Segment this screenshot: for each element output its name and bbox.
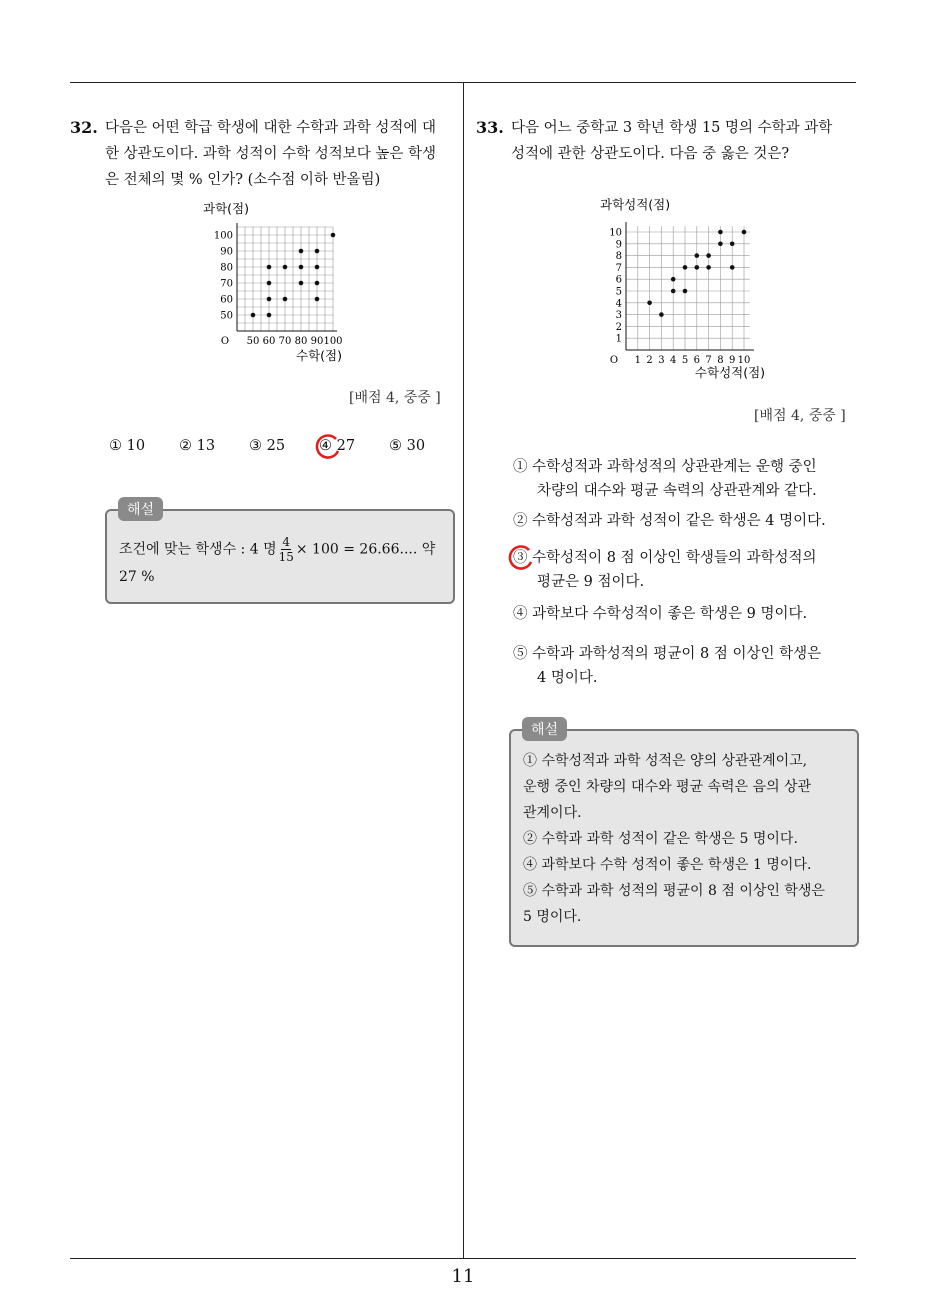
- y-axis-label: 과학(점): [203, 201, 249, 216]
- y-tick-label: 3: [615, 310, 622, 322]
- q33-solution-body: [523, 748, 853, 930]
- x-tick-label: 3: [658, 355, 665, 366]
- q32-option-4[interactable]: ④ 27: [319, 438, 356, 454]
- q33-choice-1[interactable]: [513, 455, 853, 503]
- scatter-point: [315, 265, 320, 270]
- x-tick-label: 90: [310, 336, 324, 347]
- x-tick-label: 6: [693, 355, 700, 366]
- scatter-point: [267, 297, 272, 302]
- scatter-point: [283, 265, 288, 270]
- fraction-numerator: 4: [282, 535, 291, 549]
- x-tick-label: 9: [729, 355, 736, 366]
- scatter-point: [659, 312, 664, 317]
- y-tick-label: 10: [609, 227, 622, 239]
- y-tick-label: 7: [615, 262, 622, 274]
- q32-text-line: 은 전체의 몇 % 인가? (소수점 이하 반올림): [105, 172, 381, 188]
- y-tick-label: 70: [220, 278, 233, 290]
- q33-meta: [배점 4, 중중 ]: [754, 408, 846, 424]
- scatter-point: [315, 281, 320, 286]
- scatter-point: [706, 265, 711, 270]
- scatter-point: [683, 265, 688, 270]
- origin-label: O: [220, 336, 230, 347]
- x-tick-label: 4: [670, 355, 677, 366]
- x-axis-label: 수학성적(점): [694, 365, 766, 380]
- q33-solution-tag: 해설: [522, 717, 567, 741]
- x-tick-label: 1: [634, 355, 641, 366]
- origin-label: O: [609, 355, 619, 366]
- scatter-point: [647, 301, 652, 306]
- q33-choice-5[interactable]: [513, 642, 853, 690]
- scatter-point: [742, 230, 747, 235]
- scatter-point: [267, 281, 272, 286]
- q33-answer-mark-icon: [507, 544, 535, 572]
- q32-option-1[interactable]: ① 10: [109, 438, 146, 454]
- q32-answer-mark-icon: [314, 433, 342, 461]
- y-tick-label: 4: [615, 298, 622, 310]
- x-tick-label: 60: [262, 336, 276, 347]
- q33-solution-line: ⑤ 수학과 과학 성적의 평균이 8 점 이상인 학생은: [523, 883, 825, 899]
- q32-solution-box: [105, 509, 455, 604]
- choice-line: ⑤ 수학과 과학성적의 평균이 8 점 이상인 학생은: [513, 646, 822, 662]
- y-tick-label: 5: [615, 286, 622, 298]
- q33-solution-line: 운행 중인 차량의 대수와 평균 속력은 음의 상관: [523, 779, 812, 795]
- choice-line: ① 수학성적과 과학성적의 상관관계는 운행 중인: [513, 459, 817, 475]
- choice-line: ③ 수학성적이 8 점 이상인 학생들의 과학성적의: [513, 550, 817, 566]
- scatter-point: [299, 265, 304, 270]
- y-tick-label: 6: [615, 274, 622, 286]
- x-tick-label: 70: [278, 336, 292, 347]
- bottom-rule: [70, 1258, 856, 1259]
- scatter-point: [706, 253, 711, 258]
- q32-text: [105, 115, 455, 193]
- y-tick-label: 80: [220, 262, 233, 274]
- scatter-point: [730, 265, 735, 270]
- y-tick-label: 100: [213, 230, 233, 242]
- q33-solution-line: ① 수학성적과 과학 성적은 양의 상관관계이고,: [523, 753, 808, 769]
- fraction-denominator: 15: [278, 550, 294, 564]
- q33-number: 33.: [476, 118, 504, 137]
- x-tick-label: 50: [246, 336, 260, 347]
- q32-scatter-chart: [185, 198, 385, 368]
- q33-text-line: 성적에 관한 상관도이다. 다음 중 옳은 것은?: [511, 146, 790, 162]
- y-tick-label: 50: [220, 310, 233, 322]
- scatter-point: [315, 297, 320, 302]
- choice-line: 4 명이다.: [537, 670, 598, 686]
- q33-solution-line: ④ 과학보다 수학 성적이 좋은 학생은 1 명이다.: [523, 857, 812, 873]
- q32-meta: [배점 4, 중중 ]: [349, 390, 441, 406]
- scatter-point: [718, 230, 723, 235]
- y-tick-label: 90: [220, 246, 233, 258]
- q32-solution-suffix: × 100 = 26.66.... 약: [295, 541, 436, 558]
- scatter-point: [695, 253, 700, 258]
- y-tick-label: 9: [615, 239, 622, 251]
- q32-option-2[interactable]: ② 13: [179, 438, 216, 454]
- x-tick-label: 80: [294, 336, 308, 347]
- q32-solution-tag: 해설: [118, 497, 163, 521]
- scatter-point: [695, 265, 700, 270]
- scatter-point: [683, 289, 688, 294]
- scatter-point: [331, 233, 336, 238]
- scatter-point: [718, 242, 723, 247]
- q33-solution-line: 관계이다.: [523, 805, 582, 821]
- q33-text: [511, 115, 861, 167]
- column-divider: [463, 82, 464, 1258]
- q33-solution-box: [509, 729, 859, 947]
- x-tick-label: 5: [681, 355, 689, 366]
- q32-options: [109, 438, 459, 454]
- scatter-point: [267, 313, 272, 318]
- choice-line: ④ 과학보다 수학성적이 좋은 학생은 9 명이다.: [513, 606, 808, 622]
- q33-choice-3[interactable]: [513, 546, 853, 594]
- q33-choice-4[interactable]: [513, 602, 853, 626]
- q32-solution-line2: 27 %: [119, 569, 155, 585]
- x-tick-label: 100: [323, 336, 343, 347]
- q33-text-line: 다음 어느 중학교 3 학년 학생 15 명의 수학과 과학: [511, 120, 833, 136]
- scatter-point: [315, 249, 320, 254]
- scatter-point: [267, 265, 272, 270]
- x-tick-label: 10: [737, 355, 751, 366]
- x-tick-label: 8: [717, 355, 724, 366]
- q33-solution-line: ② 수학과 과학 성적이 같은 학생은 5 명이다.: [523, 831, 798, 847]
- q32-text-line: 다음은 어떤 학급 학생에 대한 수학과 과학 성적에 대: [105, 120, 437, 136]
- choice-line: 평균은 9 점이다.: [537, 574, 645, 590]
- choice-line: ② 수학성적과 과학 성적이 같은 학생은 4 명이다.: [513, 513, 826, 529]
- y-tick-label: 1: [615, 333, 622, 345]
- q32-number: 32.: [70, 118, 98, 137]
- q32-solution-body: [119, 535, 449, 590]
- q32-option-3[interactable]: ③ 25: [249, 438, 286, 454]
- x-tick-label: 2: [646, 355, 653, 366]
- q32-text-line: 한 상관도이다. 과학 성적이 수학 성적보다 높은 학생: [105, 146, 437, 162]
- choice-line: 차량의 대수와 평균 속력의 상관관계와 같다.: [537, 483, 817, 499]
- q33-solution-line: 5 명이다.: [523, 909, 582, 925]
- q32-solution-fraction: [279, 535, 294, 564]
- y-tick-label: 60: [220, 294, 233, 306]
- y-tick-label: 8: [615, 251, 622, 263]
- scatter-point: [299, 249, 304, 254]
- scatter-point: [730, 242, 735, 247]
- x-tick-label: 7: [705, 355, 712, 366]
- x-axis-label: 수학(점): [296, 348, 342, 363]
- q32-solution-prefix: 조건에 맞는 학생수 : 4 명: [119, 541, 277, 558]
- q33-choice-2[interactable]: [513, 509, 853, 533]
- page-number: 11: [451, 1266, 475, 1287]
- q33-scatter-chart: [598, 193, 788, 383]
- y-axis-label: 과학성적(점): [600, 197, 671, 212]
- scatter-point: [299, 281, 304, 286]
- scatter-point: [671, 289, 676, 294]
- q32-solution-line: [119, 535, 449, 564]
- scatter-point: [671, 277, 676, 282]
- y-tick-label: 2: [615, 321, 622, 333]
- scatter-point: [251, 313, 256, 318]
- scatter-point: [283, 297, 288, 302]
- q32-option-5[interactable]: ⑤ 30: [389, 438, 426, 454]
